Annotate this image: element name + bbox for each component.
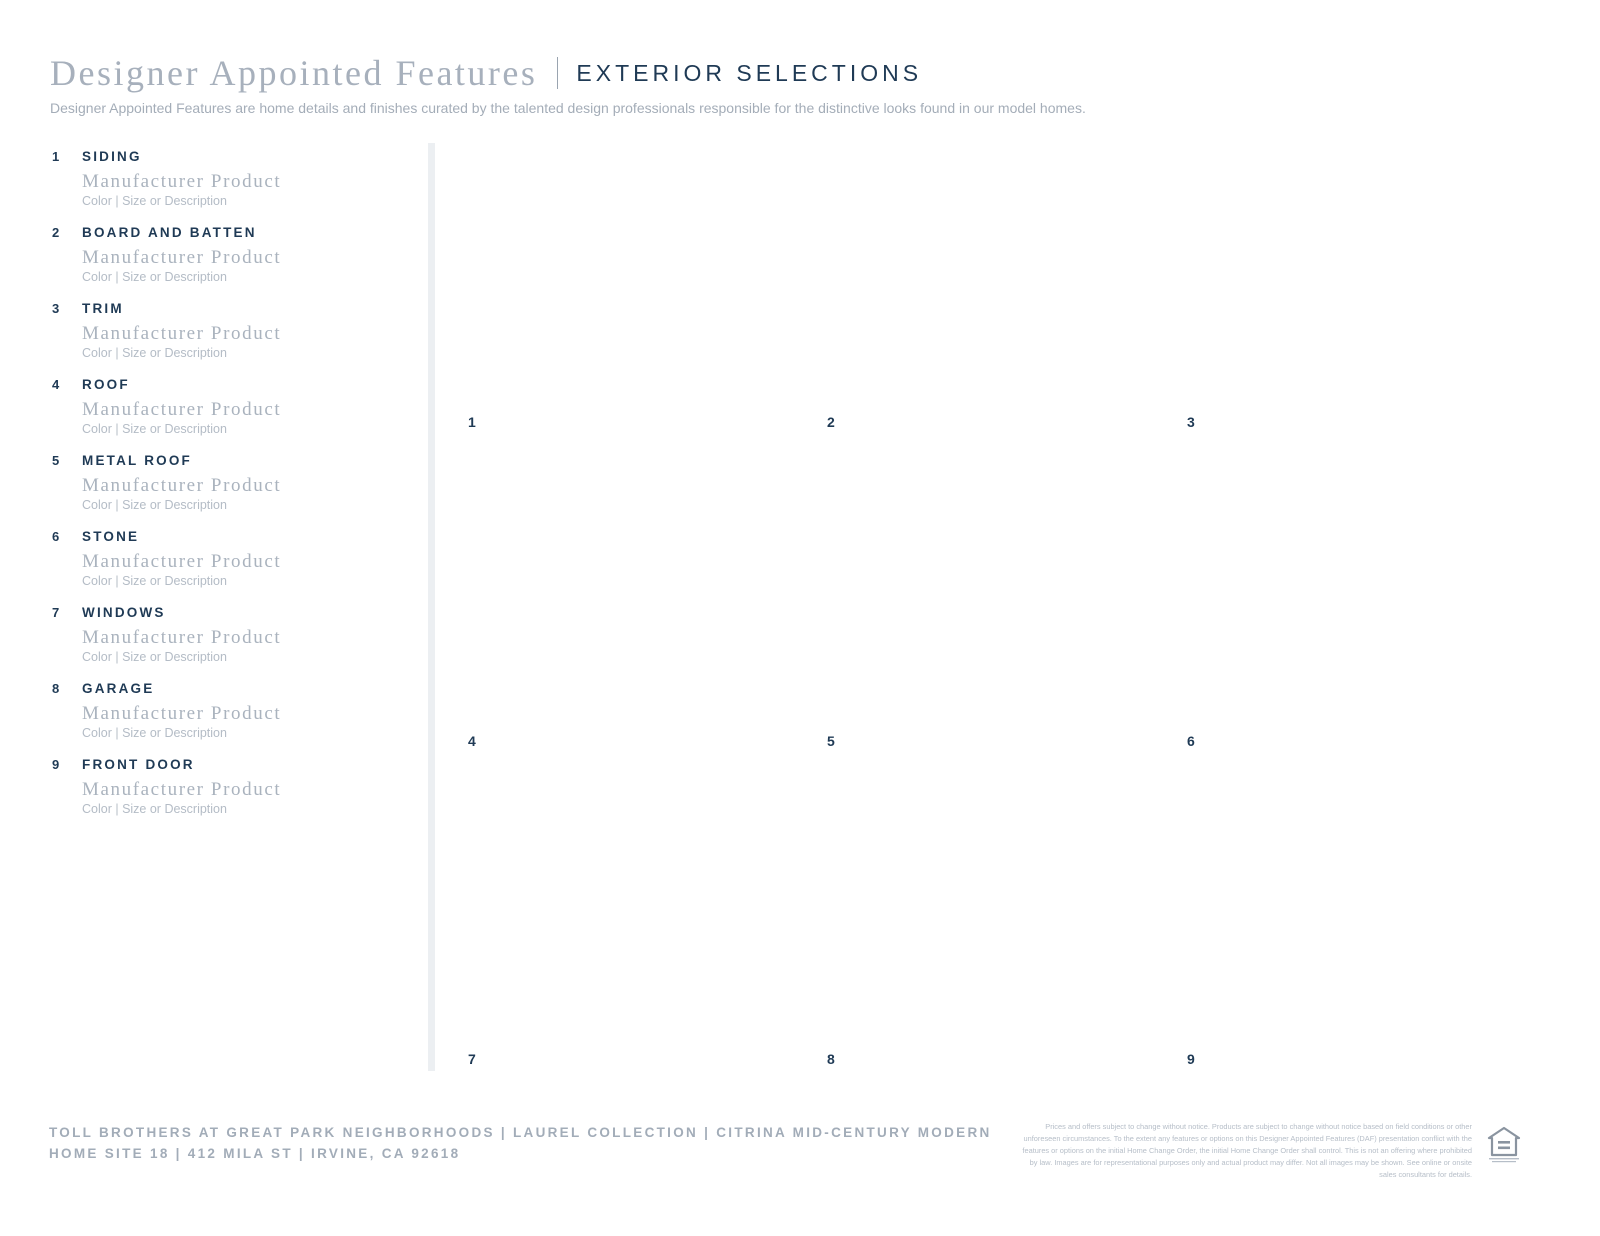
feature-number: 1 — [52, 149, 60, 164]
image-label: 7 — [468, 1051, 476, 1067]
feature-description: Color | Size or Description — [82, 194, 227, 208]
feature-description: Color | Size or Description — [82, 346, 227, 360]
feature-product: Manufacturer Product — [82, 323, 282, 344]
image-cell-7 — [468, 767, 808, 1067]
page-title: Designer Appointed Features — [50, 53, 538, 93]
feature-item-board-and-batten — [52, 225, 412, 301]
title-separator — [557, 57, 558, 89]
feature-item-roof — [52, 377, 412, 453]
feature-product: Manufacturer Product — [82, 703, 282, 724]
feature-description: Color | Size or Description — [82, 726, 227, 740]
feature-product: Manufacturer Product — [82, 399, 282, 420]
image-label: 6 — [1187, 733, 1195, 749]
feature-list — [52, 149, 412, 833]
image-cell-3 — [1187, 130, 1527, 430]
image-cell-9 — [1187, 767, 1527, 1067]
equal-housing-opportunity-icon — [1486, 1125, 1522, 1165]
feature-number: 4 — [52, 377, 60, 392]
feature-description: Color | Size or Description — [82, 422, 227, 436]
feature-label: STONE — [82, 529, 140, 544]
footer-address — [49, 1122, 992, 1164]
image-label: 9 — [1187, 1051, 1195, 1067]
image-label: 5 — [827, 733, 835, 749]
feature-item-metal-roof — [52, 453, 412, 529]
feature-product: Manufacturer Product — [82, 171, 282, 192]
footer-community-line: TOLL BROTHERS AT GREAT PARK NEIGHBORHOODS | LAUREL COLLECTION | CITRINA MID-CENTURY MODERN — [49, 1125, 992, 1140]
feature-description: Color | Size or Description — [82, 802, 227, 816]
image-cell-5 — [827, 449, 1167, 749]
feature-label: BOARD AND BATTEN — [82, 225, 257, 240]
feature-item-stone — [52, 529, 412, 605]
feature-description: Color | Size or Description — [82, 498, 227, 512]
feature-number: 2 — [52, 225, 60, 240]
feature-label: TRIM — [82, 301, 124, 316]
page-header — [50, 52, 1550, 116]
feature-product: Manufacturer Product — [82, 627, 282, 648]
feature-description: Color | Size or Description — [82, 574, 227, 588]
feature-number: 5 — [52, 453, 60, 468]
feature-number: 9 — [52, 757, 60, 772]
feature-label: SIDING — [82, 149, 142, 164]
feature-product: Manufacturer Product — [82, 475, 282, 496]
feature-label: GARAGE — [82, 681, 155, 696]
feature-label: METAL ROOF — [82, 453, 192, 468]
vertical-divider — [428, 143, 435, 1071]
image-label: 4 — [468, 733, 476, 749]
feature-product: Manufacturer Product — [82, 247, 282, 268]
feature-item-garage — [52, 681, 412, 757]
section-title: EXTERIOR SELECTIONS — [576, 59, 923, 86]
image-label: 3 — [1187, 414, 1195, 430]
footer-homesite-line: HOME SITE 18 | 412 MILA ST | IRVINE, CA 92618 — [49, 1146, 461, 1161]
feature-product: Manufacturer Product — [82, 551, 282, 572]
image-cell-8 — [827, 767, 1167, 1067]
legal-disclaimer: Prices and offers subject to change without notice. Products are subject to change without notice based on field conditions or other unforeseen circumstances. To the extent any features or options on this Designer Appointed Features (DAF) presentation conflict with the features or options on the initial Home Change Order, the initial Home Change Order shall control. This is not an offering where prohibited by law. Images are for representational purposes only and actual product may differ. Not all images may be shown. See online or onsite sales consultants for details. — [1022, 1122, 1472, 1179]
feature-item-windows — [52, 605, 412, 681]
page-description: Designer Appointed Features are home details and finishes curated by the talented design professionals responsible for the distinctive looks found in our model homes. — [50, 100, 1086, 116]
image-label: 2 — [827, 414, 835, 430]
feature-description: Color | Size or Description — [82, 650, 227, 664]
image-cell-6 — [1187, 449, 1527, 749]
image-cell-1 — [468, 130, 808, 430]
image-cell-2 — [827, 130, 1167, 430]
feature-label: WINDOWS — [82, 605, 166, 620]
title-row — [50, 52, 1550, 94]
image-label: 8 — [827, 1051, 835, 1067]
feature-label: FRONT DOOR — [82, 757, 195, 772]
feature-number: 6 — [52, 529, 60, 544]
feature-product: Manufacturer Product — [82, 779, 282, 800]
feature-number: 3 — [52, 301, 60, 316]
feature-label: ROOF — [82, 377, 130, 392]
feature-number: 7 — [52, 605, 60, 620]
image-cell-4 — [468, 449, 808, 749]
feature-item-front-door — [52, 757, 412, 833]
feature-description: Color | Size or Description — [82, 270, 227, 284]
feature-item-siding — [52, 149, 412, 225]
feature-number: 8 — [52, 681, 60, 696]
image-label: 1 — [468, 414, 476, 430]
feature-item-trim — [52, 301, 412, 377]
